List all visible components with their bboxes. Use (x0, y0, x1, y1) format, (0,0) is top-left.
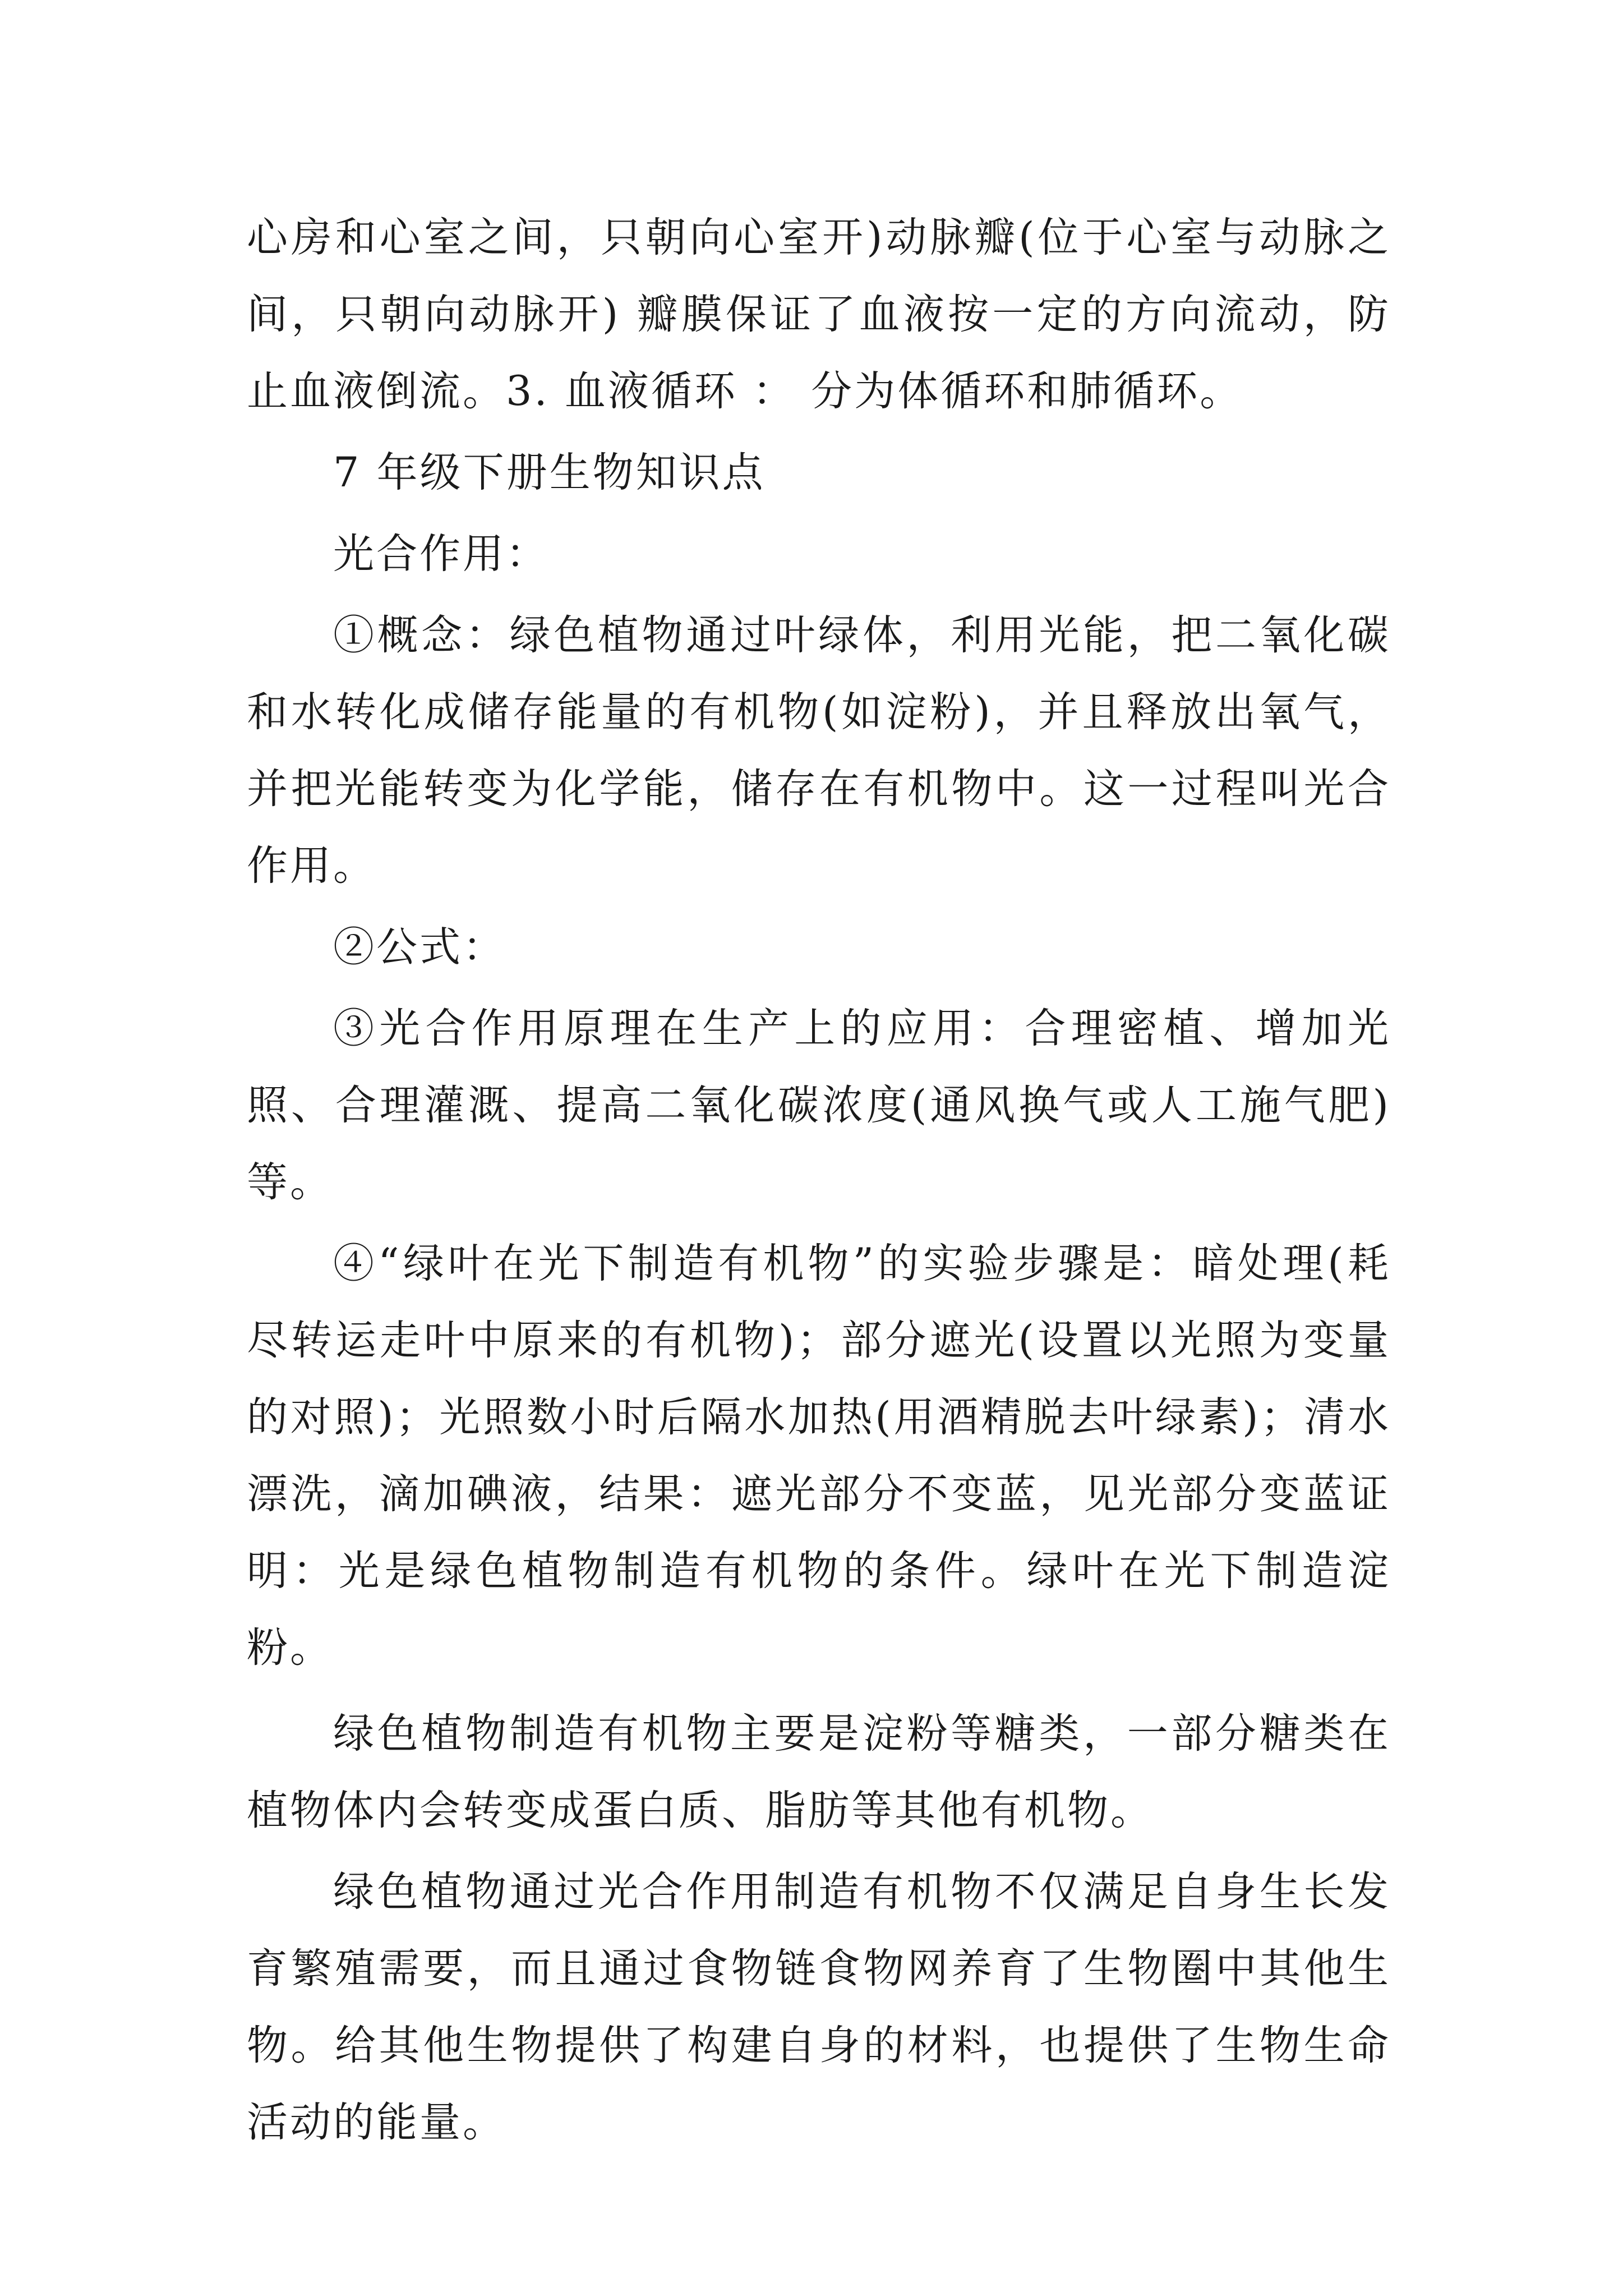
paragraph-formula: ②公式： (333, 923, 506, 971)
paragraph-experiment: ④“绿叶在光下制造有机物”的实验步骤是：暗处理(耗尽转运走叶中原来的有机物)；部分遮光(设置以光照为变量的对照)；光照数小时后隔水加热(用酒精脱去叶绿素)；清水漂洗，滴加碘液，结果：遮光部分不变蓝，见光部分变蓝证明：光是绿色植物制造有机物的条件。绿叶在光下制造淀粉。 (247, 1240, 1391, 1672)
section-heading: 7 年级下册生物知识点 (333, 449, 766, 496)
paragraph-significance: 绿色植物通过光合作用制造有机物不仅满足自身生长发育繁殖需要，而且通过食物链食物网养育了生物圈中其他生物。给其他生物提供了构建自身的材料，也提供了生物生命活动的能量。 (247, 1868, 1391, 2146)
paragraph-circulation-end: 心房和心室之间，只朝向心室开)动脉瓣(位于心室与动脉之间，只朝向动脉开) 瓣膜保证了血液按一定的方向流动，防止血液倒流。3. 血液循环 ： 分为体循环和肺循环。 (247, 214, 1391, 415)
document-body (247, 199, 1391, 2161)
subsection-heading: 光合作用： (333, 530, 549, 578)
paragraph-concept: ①概念：绿色植物通过叶绿体，利用光能，把二氧化碳和水转化成储存能量的有机物(如淀粉)，并且释放出氧气，并把光能转变为化学能，储存在有机物中。这一过程叫光合作用。 (247, 611, 1391, 890)
paragraph-sugars: 绿色植物制造有机物主要是淀粉等糖类，一部分糖类在植物体内会转变成蛋白质、脂肪等其他有机物。 (247, 1710, 1391, 1834)
paragraph-application: ③光合作用原理在生产上的应用：合理密植、增加光照、合理灌溉、提高二氧化碳浓度(通风换气或人工施气肥)等。 (247, 1005, 1391, 1206)
